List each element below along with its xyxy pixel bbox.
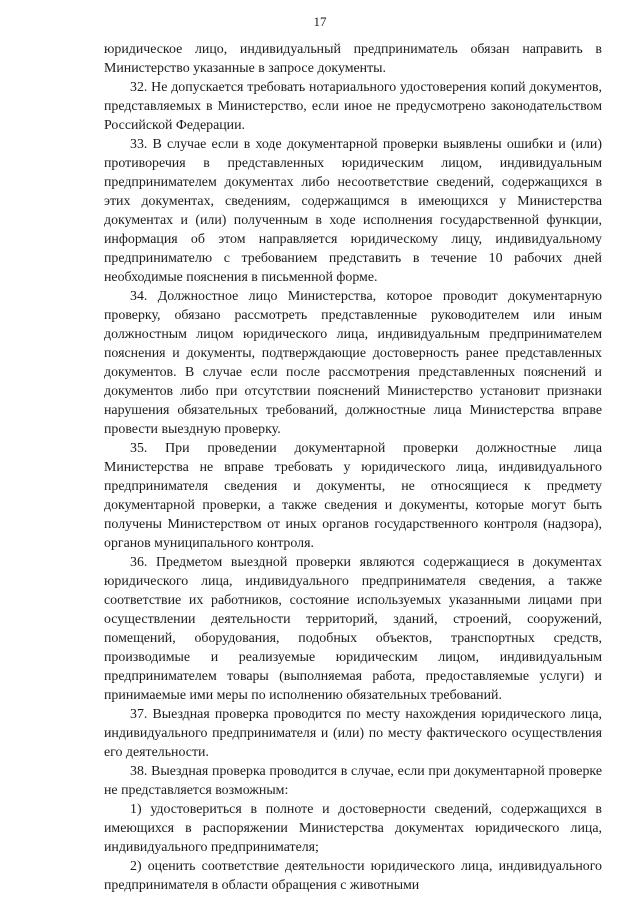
paragraph-36: 36. Предметом выездной проверки являются содержащиеся в документах юридического лица, индивидуального предпринимателя сведения, а также соответствие их работников, состояние используемых указанными лицами при осуществлении деятельности территорий, зданий, строений, сооружений, помещений, оборудования, подобных объектов, транспортных средств, производимые и реализуемые юридическим лицом, индивидуальным предпринимателем товары (выполняемая работа, предоставляемые услуги) и принимаемые ими меры по исполнению обязательных требований. [104, 555, 602, 703]
list-item-2: 2) оценить соответствие деятельности юридического лица, индивидуального предпринимателя в области обращения с животными [104, 859, 602, 893]
page-number: 17 [313, 14, 327, 29]
paragraph-34: 34. Должностное лицо Министерства, которое проводит документарную проверку, обязано рассмотреть представленные руководителем или иным должностным лицом юридического лица, индивидуальным предпринимателем пояснения и документы, подтверждающие достоверность ранее представленных документов. В случае если после рассмотрения представленных пояснений и документов либо при отсутствии пояснений Министерство установит признаки нарушения обязательных требований, должностные лица Министерства вправе провести выездную проверку. [104, 289, 602, 437]
document-body [104, 40, 602, 895]
paragraph-35: 35. При проведении документарной проверки должностные лица Министерства не вправе требовать у юридического лица, индивидуального предпринимателя сведения и документы, не относящиеся к предмету документарной проверки, а также сведения и документы, которые могут быть получены Министерством от иных органов государственного контроля (надзора), органов муниципального контроля. [104, 441, 602, 551]
paragraph-37: 37. Выездная проверка проводится по месту нахождения юридического лица, индивидуального предпринимателя и (или) по месту фактического осуществления его деятельности. [104, 707, 602, 760]
paragraph-32: 32. Не допускается требовать нотариального удостоверения копий документов, представляемых в Министерство, если иное не предусмотрено законодательством Российской Федерации. [104, 80, 602, 133]
paragraph-33: 33. В случае если в ходе документарной проверки выявлены ошибки и (или) противоречия в представленных юридическим лицом, индивидуальным предпринимателем документах либо несоответствие сведений, содержащихся в этих документах, сведениям, содержащимся в имеющихся у Министерства документах и (или) полученным в ходе исполнения государственной функции, информация об этом направляется юридическому лицу, индивидуальному предпринимателю с требованием представить в течение 10 рабочих дней необходимые пояснения в письменной форме. [104, 137, 602, 285]
paragraph-38: 38. Выездная проверка проводится в случае, если при документарной проверке не представляется возможным: [104, 764, 602, 798]
paragraph-continuation: юридическое лицо, индивидуальный предприниматель обязан направить в Министерство указанные в запросе документы. [104, 42, 602, 76]
list-item-1: 1) удостовериться в полноте и достоверности сведений, содержащихся в имеющихся в распоряжении Министерства документах юридического лица, индивидуального предпринимателя; [104, 802, 602, 855]
